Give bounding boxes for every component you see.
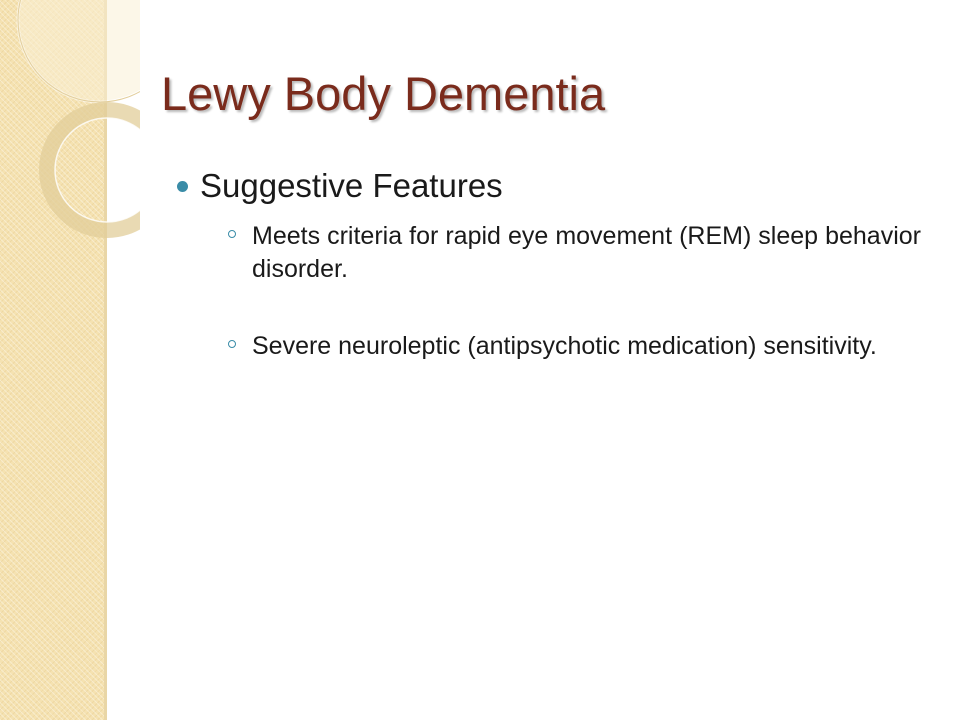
small-ring: [47, 110, 140, 230]
sub-bullet-ring-icon: [228, 340, 236, 348]
sub-bullet-ring-icon: [228, 230, 236, 238]
sub-bullet-text: Severe neuroleptic (antipsychotic medication) sensitivity.: [252, 332, 877, 360]
slide-title: Lewy Body Dementia: [161, 67, 606, 120]
large-ring: [18, 0, 140, 102]
bullet-text: Suggestive Features: [200, 167, 503, 204]
sub-bullet-text: Meets criteria for rapid eye movement (REM) sleep behavior disorder.: [252, 222, 921, 283]
bullet-item: [176, 165, 921, 207]
sub-bullet-item: [228, 220, 921, 286]
sub-bullet-item: [228, 330, 921, 363]
bullet-dot-icon: [177, 181, 188, 192]
slide-content: [176, 165, 921, 363]
decorative-rings: [0, 0, 140, 250]
